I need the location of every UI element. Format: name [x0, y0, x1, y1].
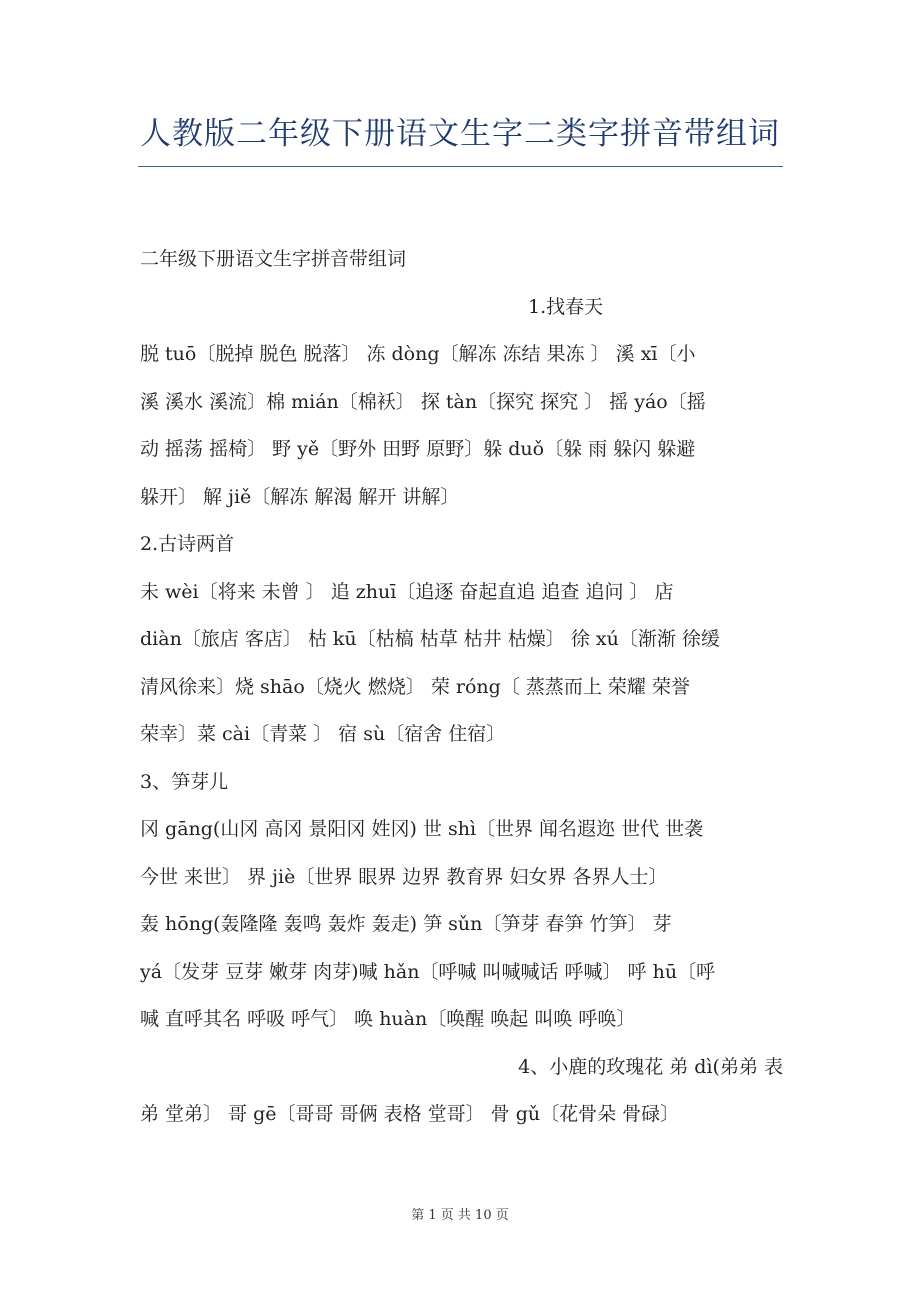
lesson-text-line: 脱 tuō〔脱掉 脱色 脱落〕 冻 dòng〔解冻 冻结 果冻 〕 溪 xī〔小 [140, 343, 696, 365]
lesson-text-line: 冈 gāng(山冈 高冈 景阳冈 姓冈) 世 shì〔世界 闻名遐迩 世代 世袭 [140, 818, 704, 840]
lesson-text-line: 喊 直呼其名 呼吸 呼气〕 唤 huàn〔唤醒 唤起 叫唤 呼唤〕 [140, 1008, 636, 1030]
lesson-text-line: 轰 hōng(轰隆隆 轰鸣 轰炸 轰走) 笋 sǔn〔笋芽 春笋 竹笋〕 芽 [140, 913, 672, 935]
lesson-text-line: 弟 堂弟〕 哥 gē〔哥哥 哥俩 表格 堂哥〕 骨 gǔ〔花骨朵 骨碌〕 [140, 1103, 680, 1125]
lesson-heading: 4、小鹿的玫瑰花 弟 dì(弟弟 表 [518, 1055, 783, 1078]
lesson-heading: 3、笋芽儿 [140, 770, 229, 793]
document-title: 人教版二年级下册语文生字二类字拼音带组词 [140, 116, 780, 152]
lesson-text-line: diàn〔旅店 客店〕 枯 kū〔枯槁 枯草 枯井 枯燥〕 徐 xú〔渐渐 徐缓 [140, 628, 720, 650]
lesson-heading: 1.找春天 [528, 295, 604, 318]
lesson-heading: 2.古诗两首 [140, 533, 235, 555]
page-footer: 第 1 页 共 10 页 [411, 1208, 509, 1223]
subtitle: 二年级下册语文生字拼音带组词 [140, 248, 407, 270]
lesson-text-line: 清风徐来〕烧 shāo〔烧火 燃烧〕 荣 róng〔 蒸蒸而上 荣耀 荣誉 [140, 675, 690, 698]
lesson-text-line: 今世 来世〕 界 jiè〔世界 眼界 边界 教育界 妇女界 各界人士〕 [140, 865, 668, 888]
lesson-text-line: yá〔发芽 豆芽 嫩芽 肉芽)喊 hǎn〔呼喊 叫喊喊话 呼喊〕 呼 hū〔呼 [140, 960, 716, 983]
lesson-text-line: 动 摇荡 摇椅〕 野 yě〔野外 田野 原野〕躲 duǒ〔躲 雨 躲闪 躲避 [140, 438, 696, 460]
lesson-text-line: 荣幸〕菜 cài〔青菜 〕 宿 sù〔宿舍 住宿〕 [140, 723, 506, 745]
lesson-text-line: 未 wèi〔将来 未曾 〕 追 zhuī〔追逐 奋起直追 追查 追问 〕 店 [140, 580, 674, 603]
lesson-text-line: 躲开〕 解 jiě〔解冻 解渴 解开 讲解〕 [140, 485, 460, 508]
title-divider [138, 166, 783, 167]
document-body [140, 236, 783, 1139]
lesson-text-line: 溪 溪水 溪流〕棉 mián〔棉袄〕 探 tàn〔探究 探究 〕 摇 yáo〔摇 [140, 390, 706, 413]
